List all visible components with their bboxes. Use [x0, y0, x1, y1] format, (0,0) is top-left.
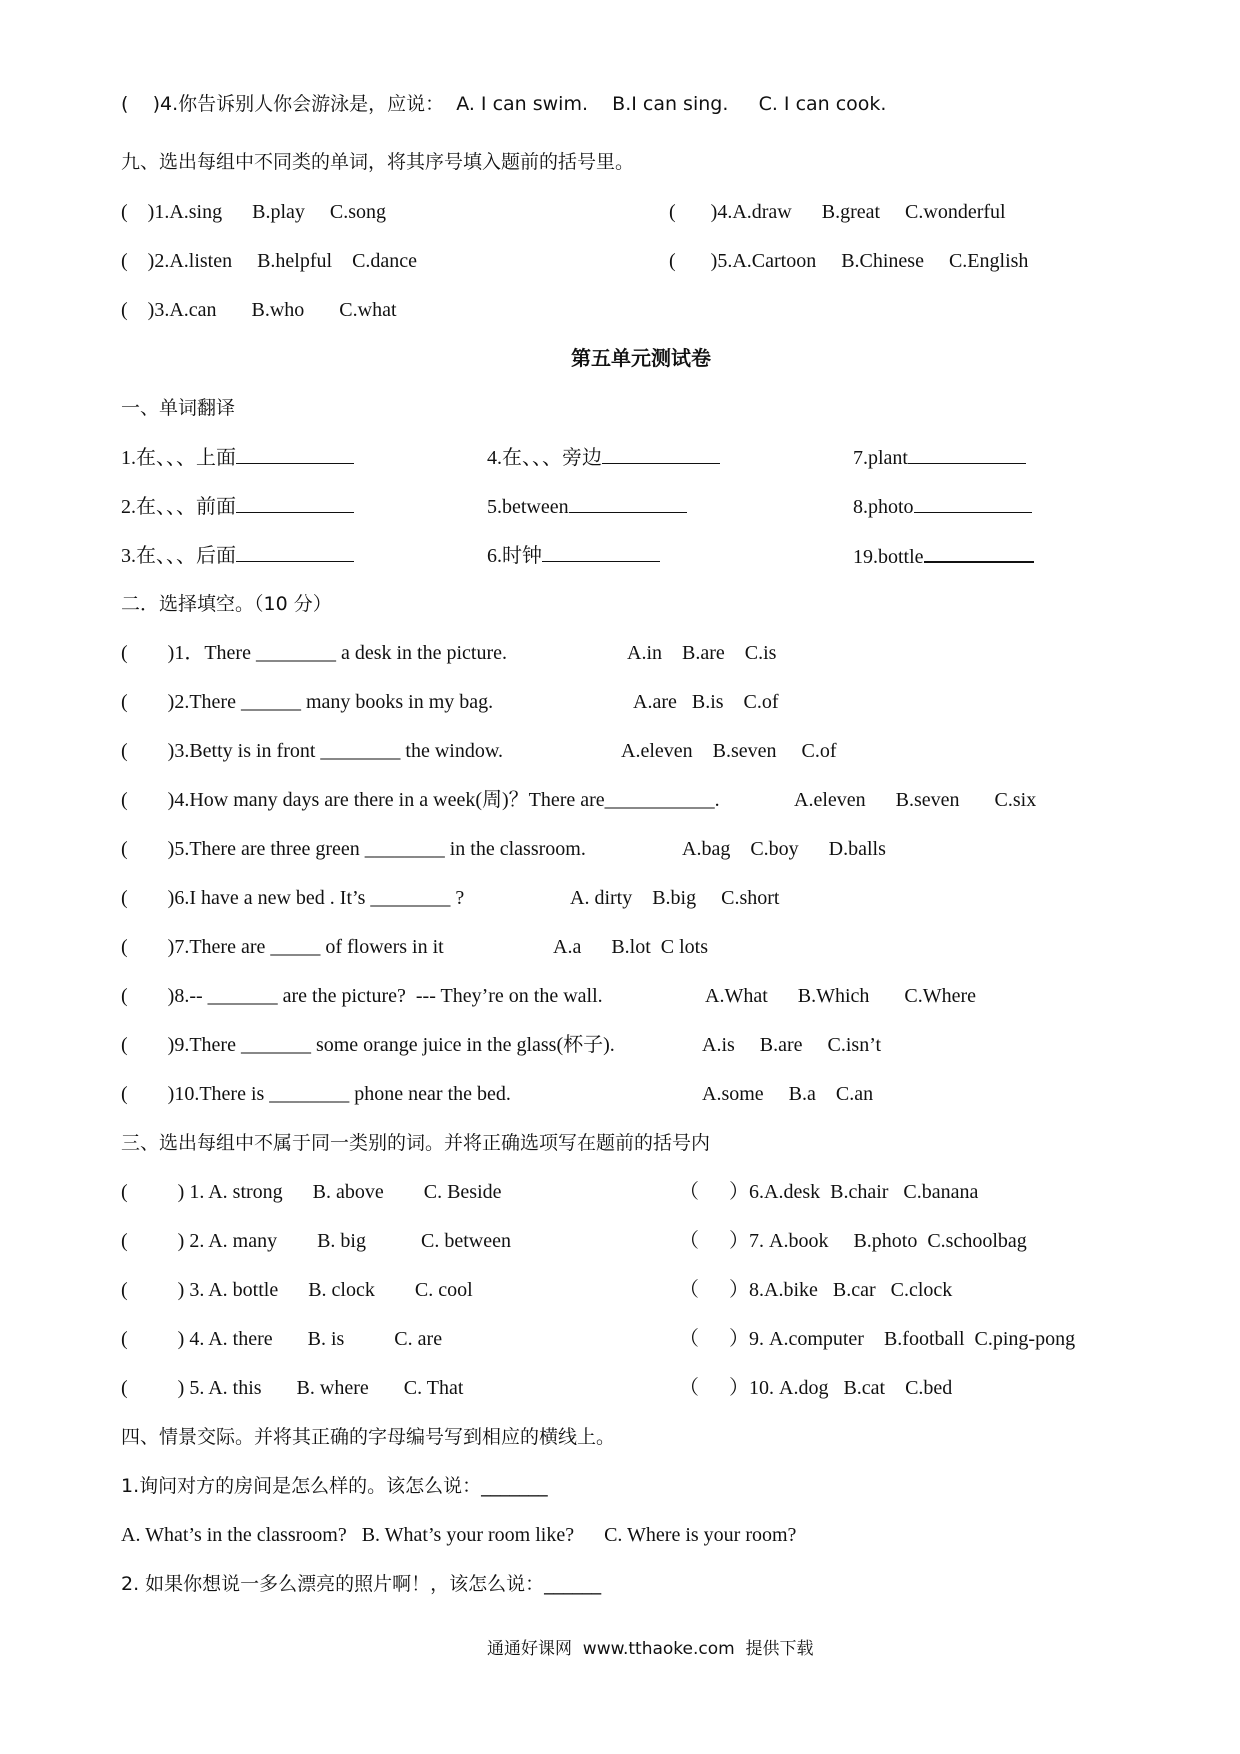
question-line: （ ）10. A.dog B.cat C.bed: [679, 1377, 953, 1399]
vocab-item: 5.between: [487, 494, 687, 519]
question-line: ( )4.A.draw B.great C.wonderful: [669, 201, 1006, 223]
answer-options: A. dirty B.big C.short: [570, 887, 780, 909]
answer-options: A.eleven B.seven C.of: [621, 740, 837, 762]
question-line: （ ）7. A.book B.photo C.schoolbag: [679, 1230, 1027, 1252]
question-line: ( )5.A.Cartoon B.Chinese C.English: [669, 250, 1029, 272]
question-line: ( ) 4. A. there B. is C. are: [121, 1328, 443, 1350]
answer-blank[interactable]: [236, 543, 354, 562]
question-line: ( )8.-- _______ are the picture? --- They’re on the wall.: [121, 985, 603, 1007]
question-line: ( ) 1. A. strong B. above C. Beside: [121, 1181, 502, 1203]
question-line: ( ) 2. A. many B. big C. between: [121, 1230, 511, 1252]
answer-options: A.are B.is C.of: [633, 691, 779, 713]
vocab-item: 19.bottle: [853, 543, 1034, 569]
section-heading: 九、选出每组中不同类的单词，将其序号填入题前的括号里。: [121, 151, 635, 173]
question-line: ( )6.I have a new bed . It’s ________ ?: [121, 887, 465, 909]
section-heading: 三、选出每组中不属于同一类别的词。并将正确选项写在题前的括号内: [121, 1132, 711, 1154]
question-line: （ ）9. A.computer B.football C.ping-pong: [679, 1328, 1076, 1350]
question-line: ( )3.Betty is in front ________ the window.: [121, 740, 504, 762]
question-line: ( )1．There ________ a desk in the picture.: [121, 642, 508, 664]
question-line: ( )4.How many days are there in a week(周)？There are___________.: [121, 789, 720, 811]
question-line: 1.询问对方的房间是怎么样的。该怎么说：_______: [121, 1475, 548, 1497]
section-heading: 二．选择填空。（10 分）: [121, 593, 332, 615]
vocab-item: 7.plant: [853, 445, 1026, 470]
page-title: 第五单元测试卷: [571, 346, 711, 370]
answer-options: A.in B.are C.is: [627, 642, 777, 664]
vocab-item: 2.在、、、前面: [121, 494, 354, 519]
answer-options: A.eleven B.seven C.six: [794, 789, 1037, 811]
vocab-item: 3.在、、、后面: [121, 543, 354, 568]
answer-blank[interactable]: [236, 445, 354, 464]
page-footer: 通通好课网 www.tthaoke.com 提供下载: [487, 1639, 814, 1659]
question-line: ( )7.There are _____ of flowers in it: [121, 936, 444, 958]
vocab-item: 8.photo: [853, 494, 1032, 519]
question-line: ( )4.你告诉别人你会游泳是，应说： A. I can swim. B.I can sing. C. I can cook.: [121, 93, 887, 115]
vocab-item: 1.在、、、上面: [121, 445, 354, 470]
answer-blank[interactable]: [924, 543, 1034, 563]
answer-blank[interactable]: [602, 445, 720, 464]
section-heading: 一、单词翻译: [121, 397, 236, 419]
question-line: ( )2.There ______ many books in my bag.: [121, 691, 494, 713]
question-line: （ ）8.A.bike B.car C.clock: [679, 1279, 953, 1301]
answer-blank[interactable]: [914, 494, 1032, 513]
answer-blank[interactable]: [542, 543, 660, 562]
question-line: ( )5.There are three green ________ in the classroom.: [121, 838, 586, 860]
question-line: ( )3.A.can B.who C.what: [121, 299, 397, 321]
section-heading: 四、情景交际。并将其正确的字母编号写到相应的横线上。: [121, 1426, 616, 1448]
answer-options: A. What’s in the classroom? B. What’s your room like? C. Where is your room?: [121, 1524, 797, 1546]
answer-options: A.What B.Which C.Where: [705, 985, 977, 1007]
question-line: ( ) 5. A. this B. where C. That: [121, 1377, 464, 1399]
answer-options: A.some B.a C.an: [702, 1083, 874, 1105]
question-line: ( ) 3. A. bottle B. clock C. cool: [121, 1279, 473, 1301]
answer-options: A.a B.lot C lots: [553, 936, 709, 958]
question-line: ( )9.There _______ some orange juice in the glass(杯子).: [121, 1034, 615, 1056]
question-line: ( )1.A.sing B.play C.song: [121, 201, 386, 223]
question-line: 2. 如果你想说一多么漂亮的照片啊！，该怎么说：______: [121, 1573, 602, 1595]
answer-options: A.bag C.boy D.balls: [682, 838, 886, 860]
answer-blank[interactable]: [236, 494, 354, 513]
answer-blank[interactable]: [569, 494, 687, 513]
answer-blank[interactable]: [908, 445, 1026, 464]
question-line: ( )10.There is ________ phone near the bed.: [121, 1083, 511, 1105]
question-line: （ ）6.A.desk B.chair C.banana: [679, 1181, 979, 1203]
vocab-item: 4.在、、、旁边: [487, 445, 720, 470]
vocab-item: 6.时钟: [487, 543, 660, 568]
question-line: ( )2.A.listen B.helpful C.dance: [121, 250, 418, 272]
answer-options: A.is B.are C.isn’t: [702, 1034, 882, 1056]
